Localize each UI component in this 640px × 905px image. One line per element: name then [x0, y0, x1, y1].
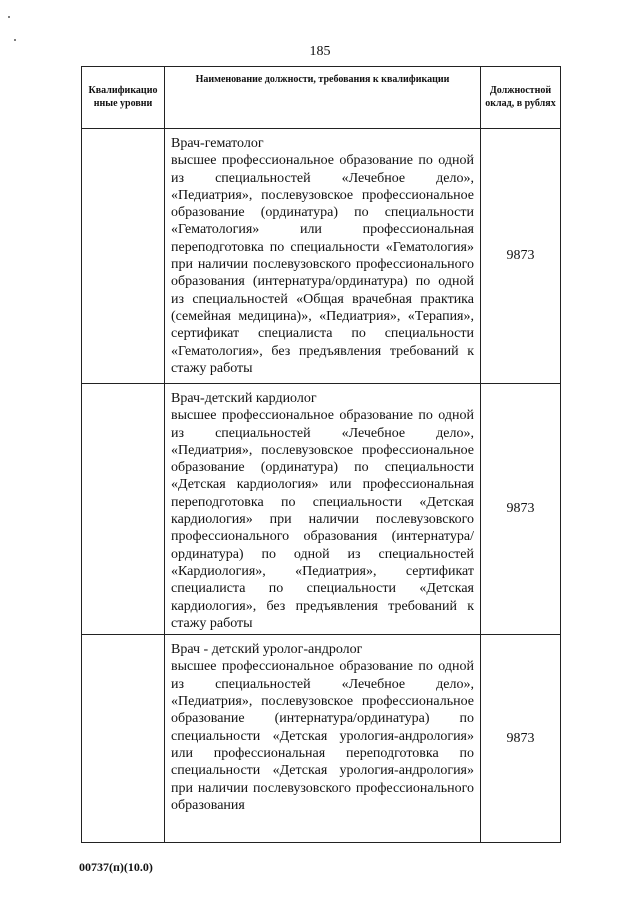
position-requirements: высшее профессиональное образование по одной из специальностей «Лечебное дело», «Педиатрия», послевузовское профессиональное образование (интернатура/ординатура) по специальности «Детская урология-андрология» или профессиональная переподготовка по специальности «Детская урология-андрология» при наличии послевузовского профессионального образования: [171, 659, 474, 813]
header-qualification-levels: Квалификацио нные уровни: [82, 67, 165, 129]
document-code: 00737(п)(10.0): [79, 860, 153, 874]
position-title: Врач-детский кардиолог: [171, 391, 317, 406]
position-cell: [165, 635, 481, 843]
salary-value: 9873: [481, 129, 561, 384]
table-row: [82, 384, 561, 635]
qualification-level-cell: [82, 384, 165, 635]
table-row: [82, 635, 561, 843]
table-row: [82, 129, 561, 384]
table-header-row: [82, 67, 561, 129]
qualification-level-cell: [82, 129, 165, 384]
position-cell: [165, 129, 481, 384]
scan-speck: [14, 39, 16, 41]
scan-speck: [8, 16, 10, 18]
page-number: 185: [309, 44, 331, 59]
qualification-table: [81, 66, 561, 843]
header-position-requirements: Наименование должности, требования к квалификации: [165, 67, 481, 129]
position-requirements: высшее профессиональное образование по одной из специальностей «Лечебное дело», «Педиатрия», послевузовское профессиональное образование (ординатура) по специальности «Гематология» или профессиональная переподготовка по специальности «Гематология» при наличии послевузовского профессионального образования (интернатура/ординатура) по одной из специальностей «Общая врачебная практика (семейная медицина)», «Педиатрия», «Терапия», сертификат специалиста по специальности «Гематология», без предъявления требований к стажу работы: [171, 153, 474, 376]
position-requirements: высшее профессиональное образование по одной из специальностей «Лечебное дело», «Педиатрия», послевузовское профессиональное образование (ординатура) по специальности «Детская кардиология» или профессиональная переподготовка по специальности «Детская кардиология» при наличии послевузовского профессионального образования (интернатура/ординатура) по одной из специальностей «Кардиология», «Педиатрия», сертификат специалиста по специальности «Детская кардиология», без предъявления требований к стажу работы: [171, 408, 474, 631]
position-title: Врач - детский уролог-андролог: [171, 642, 363, 658]
header-salary: Должностной оклад, в рублях: [481, 67, 561, 129]
qualification-level-cell: [82, 635, 165, 843]
salary-value: 9873: [481, 635, 561, 843]
position-cell: [165, 384, 481, 635]
salary-value: 9873: [481, 384, 561, 635]
position-title: Врач-гематолог: [171, 136, 264, 151]
